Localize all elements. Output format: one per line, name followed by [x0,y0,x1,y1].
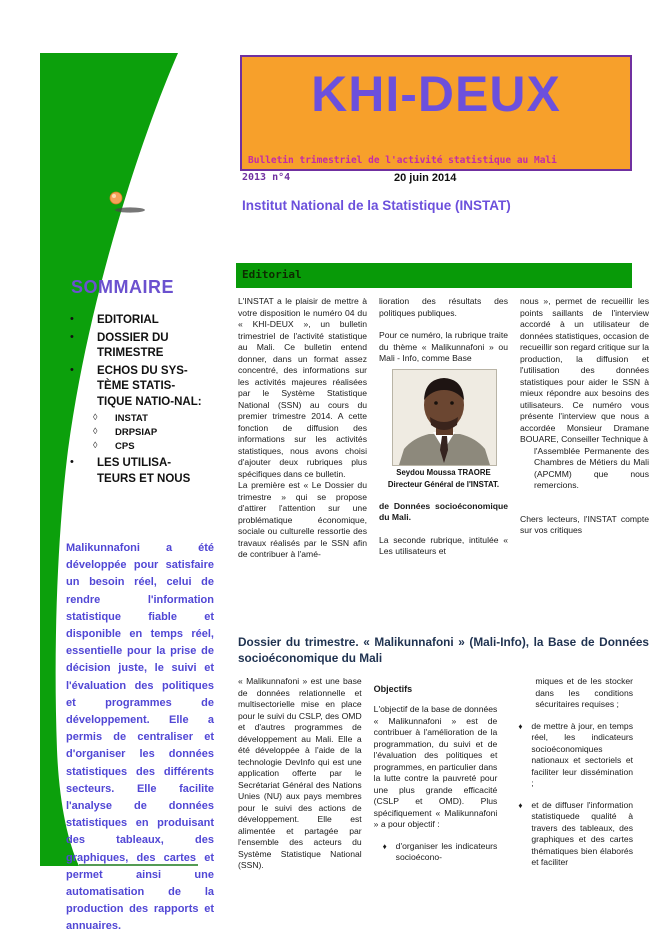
sidebar-paragraph: Malikunnafoni a été développée pour satisfaire un besoin réel, celui de rendre l'information statistique fiable et disponible en temps réel, essentielle pour la prise de décision juste, le suivi et l'évaluation des politiques et programmes de développement. Elle a permis de centraliser et d'organiser les données statistiques des différents secteurs. Elle facilite l'analyse de données statistiques en produisant des tableaux, des graphiques, des cartes et permet ainsi une automatisation de la production des rapports et annuaires. [66,542,214,933]
dossier-column-1 [238,676,362,872]
editorial-section-title: Editorial [242,268,302,281]
table-of-contents [60,313,210,489]
newsletter-subtitle: Bulletin trimestriel de l'activité statistique au Mali [248,155,557,166]
photo-caption-name: Seydou Moussa TRAORE [396,467,491,477]
portrait-photo [392,369,495,466]
editorial-section-header [236,263,632,288]
diamond-icon: ◊ [93,426,98,436]
dossier-columns [238,676,649,872]
editorial-column-3 [520,296,649,561]
bullet-icon: • [70,363,74,376]
toc-subitem-instat [60,412,210,425]
editorial-columns [238,296,649,561]
objective-item [509,721,633,790]
editorial-paragraph: l'Assemblée Permanente des Chambres de Métiers du Mali (APCMM) que nous remercions. [534,445,649,490]
masthead [240,55,632,171]
bullet-icon: • [70,330,74,343]
toc-item-label: DOSSIER DU TRIMESTRE [97,331,169,359]
diamond-icon: ◊ [93,440,98,450]
issue-date-row [242,172,630,186]
toc-item-utilisateurs [60,456,210,487]
toc-item-label: ECHOS DU SYS-TÈME STATIS-TIQUE NATIO-NAL: [97,364,202,408]
editorial-paragraph: La seconde rubrique, intitulée « Les utilisateurs et [379,534,508,556]
toc-item-label: LES UTILISA-TEURS ET NOUS [97,457,191,485]
objectives-heading: Objectifs [373,684,413,694]
dossier-column-2 [374,676,498,872]
issue-number: 2013 n°4 [242,172,291,183]
dossier-title: Dossier du trimestre. « Malikunnafoni » (Mali-Info), la Base de Données socioéconomique du Mali [238,635,649,665]
editorial-column-1 [238,296,367,561]
diamond-icon: ◊ [93,412,98,422]
dossier-column-3 [509,676,649,872]
editorial-paragraph: de Données socioéconomique du Mali. [379,500,508,522]
newsletter-title: KHI-DEUX [311,66,561,122]
diamond-bullet-icon: ♦ [518,800,523,810]
objective-text: d'organiser les indicateurs socioécono- [395,840,498,862]
editorial-paragraph: lioration des résultats des politiques publiques. [379,296,508,318]
bullet-icon: • [70,456,74,468]
dossier-paragraph: L'objectif de la base de données « Malikunnafoni » est de contribuer à l'amélioration de la programmation, du suivi et de l'évaluation des politiques et programmes, en particulier dans la lutte contre la pauvreté pour une plus grande efficacité (CSLP et OMD). Plus spécifiquement « Malikunnafoni » a pour objectif : [373,704,498,829]
toc-subitem-label: CPS [115,441,135,452]
toc-subitem-cps [60,440,210,453]
sommaire-title: SOMMAIRE [71,277,174,297]
toc-item-dossier [60,331,210,362]
dossier-paragraph: « Malikunnafoni » est une base de données relationnelle et multisectorielle mise en place pour le suivi du CSLP, des OMD et d'autres programmes de développement au Mali. Elle a été développée à l'aide de la technologie DevInfo qui est une application offerte par le Secrétariat Général des Nations Unies (NU) aux pays membres pour le suivi des actions de développement. Elle est alimentée et partagée par l'ensemble des acteurs du Système Statistique National (SSN). [238,676,362,870]
institute-name: Institut National de la Statistique (INSTAT) [242,198,511,213]
toc-subitem-label: DRPSIAP [115,427,158,438]
toc-item-editorial [60,313,210,329]
editorial-paragraph: La première est « Le Dossier du trimestre » qui se propose d'attirer l'attention sur une problématique économique, sociale ou culturelle ressortie des travaux réalisés par le SSN afin de contribuer à l'amé- [238,480,367,559]
objective-text: de mettre à jour, en temps réel, les indicateurs socioéconomiques nationaux et sectoriels et faciliter leur dissémination ; [531,720,634,788]
toc-subitem-drpsiap [60,426,210,439]
toc-item-echos [60,364,210,411]
editorial-paragraph: L'INSTAT a le plaisir de mettre à votre disposition le numéro 04 du « KHI-DEUX », un bulletin trimestriel de l'activité statistique au Mali. Ce bulletin entend donner, dans un format assez concentré, des informations sur les activités majeures réalisées par le Système Statistique National (SSN) au cours du premier trimestre 2014. A cette fonction de diffusion des informations sur les activités statistiques, nous avons choisi d'ajouter deux rubriques plus spécifiques dans ce bulletin. [238,296,367,479]
editorial-paragraph: Pour ce numéro, la rubrique traite du thème « Malikunnafoni » ou Mali - Info, comme Base [379,330,508,363]
objective-item [374,841,498,864]
objective-continuation: miques et de les stocker dans les conditions sécuritaires requises ; [535,676,634,709]
objective-text: et de diffuser l'information statistiquede qualité à travers des tableaux, des graphiques et des cartes thématiques bien élaborés et faciliter [531,799,634,867]
objective-item [509,800,633,869]
editorial-paragraph: Chers lecteurs, l'INSTAT compte sur vos critiques [520,513,649,535]
portrait-photo-illustration [392,369,497,466]
editorial-column-2 [379,296,508,561]
toc-subitem-label: INSTAT [115,413,148,424]
toc-item-label: EDITORIAL [97,314,159,326]
issue-date: 20 juin 2014 [394,172,457,184]
diamond-bullet-icon: ♦ [518,721,523,731]
editorial-paragraph: nous », permet de recueillir les points saillants de l'interview accordé à un utilisateur de données statistiques, occasion de recueillir son regard critique sur la production, la diffusion et l'utilisation des données statistiques pour aider le SSN à mieux répondre aux besoins des utilisateurs. Ce numéro vous présente l'interview que nous a accordée Monsieur Dramane BOUARE, Conseiller Technique à [520,296,649,444]
diamond-bullet-icon: ♦ [382,841,387,851]
bullet-icon: • [70,313,74,325]
photo-caption-role: Directeur Général de l'INSTAT. [387,479,500,489]
